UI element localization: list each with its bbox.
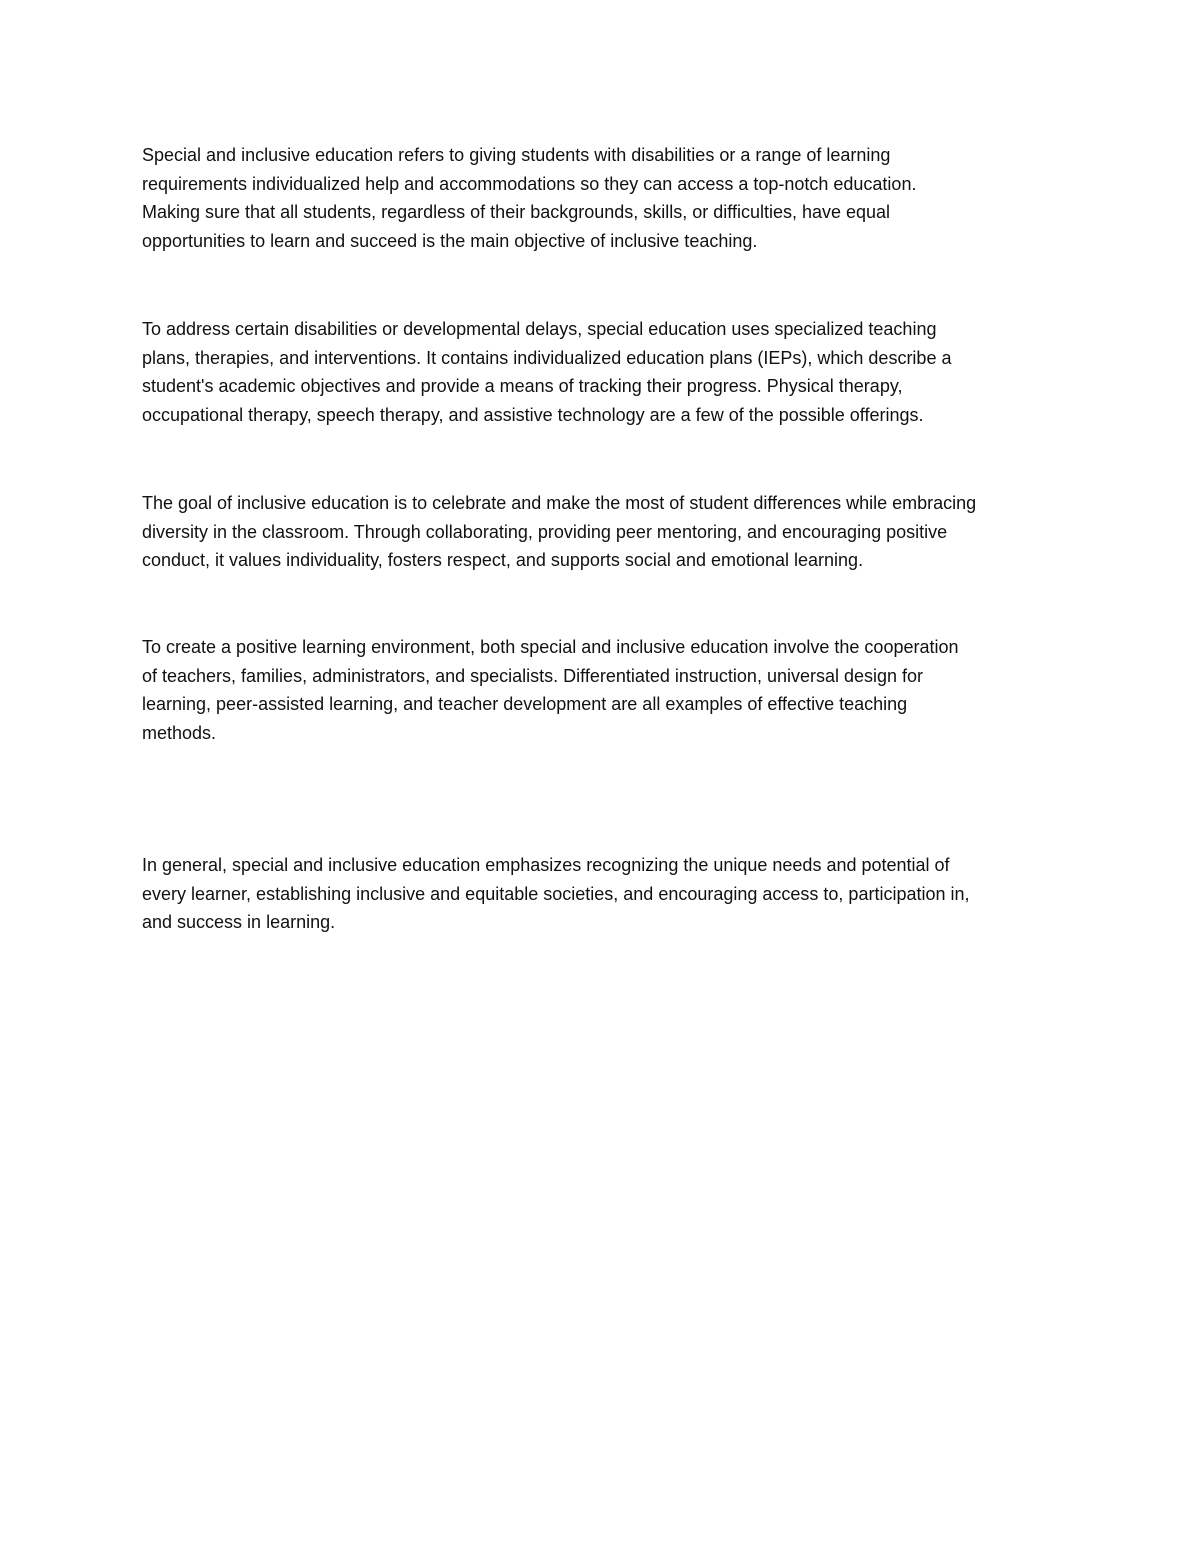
text-line: requirements individualized help and accommodations so they can access a top-notch education. [142,173,917,194]
text-line: To address certain disabilities or developmental delays, special education uses specialized teaching [142,319,937,339]
text-line: learning, peer-assisted learning, and teacher development are all examples of effective teaching [142,694,908,715]
text-line: and success in learning. [142,912,336,933]
text-line: The goal of inclusive education is to celebrate and make the most of student differences while embracing [142,493,977,513]
text-line: student's academic objectives and provide a means of tracking their progress. Physical therapy, [142,376,903,397]
paragraph-inclusive-education [142,489,1072,575]
text-line: To create a positive learning environment, both special and inclusive education involve the cooperation [142,637,959,657]
text-line: Making sure that all students, regardless of their backgrounds, skills, or difficulties, have equal [142,202,891,223]
text-line: conduct, it values individuality, fosters respect, and supports social and emotional learning. [142,550,864,571]
paragraph-special-education [142,315,1072,430]
paragraph-conclusion [142,851,1072,937]
text-line: of teachers, families, administrators, and specialists. Differentiated instruction, universal design for [142,665,924,686]
text-line: Special and inclusive education refers to giving students with disabilities or a range of learning [142,145,891,165]
text-line: diversity in the classroom. Through collaborating, providing peer mentoring, and encouraging positive [142,521,948,542]
text-line: In general, special and inclusive education emphasizes recognizing the unique needs and potential of [142,855,950,875]
paragraph-cooperation [142,633,1072,748]
text-line: occupational therapy, speech therapy, and assistive technology are a few of the possible offerings. [142,405,924,426]
text-line: every learner, establishing inclusive and equitable societies, and encouraging access to, participation in, [142,883,970,904]
paragraph-intro [142,141,1072,256]
text-line: opportunities to learn and succeed is the main objective of inclusive teaching. [142,231,758,252]
text-line: methods. [142,723,217,744]
text-line: plans, therapies, and interventions. It contains individualized education plans (IEPs), which describe a [142,347,952,368]
